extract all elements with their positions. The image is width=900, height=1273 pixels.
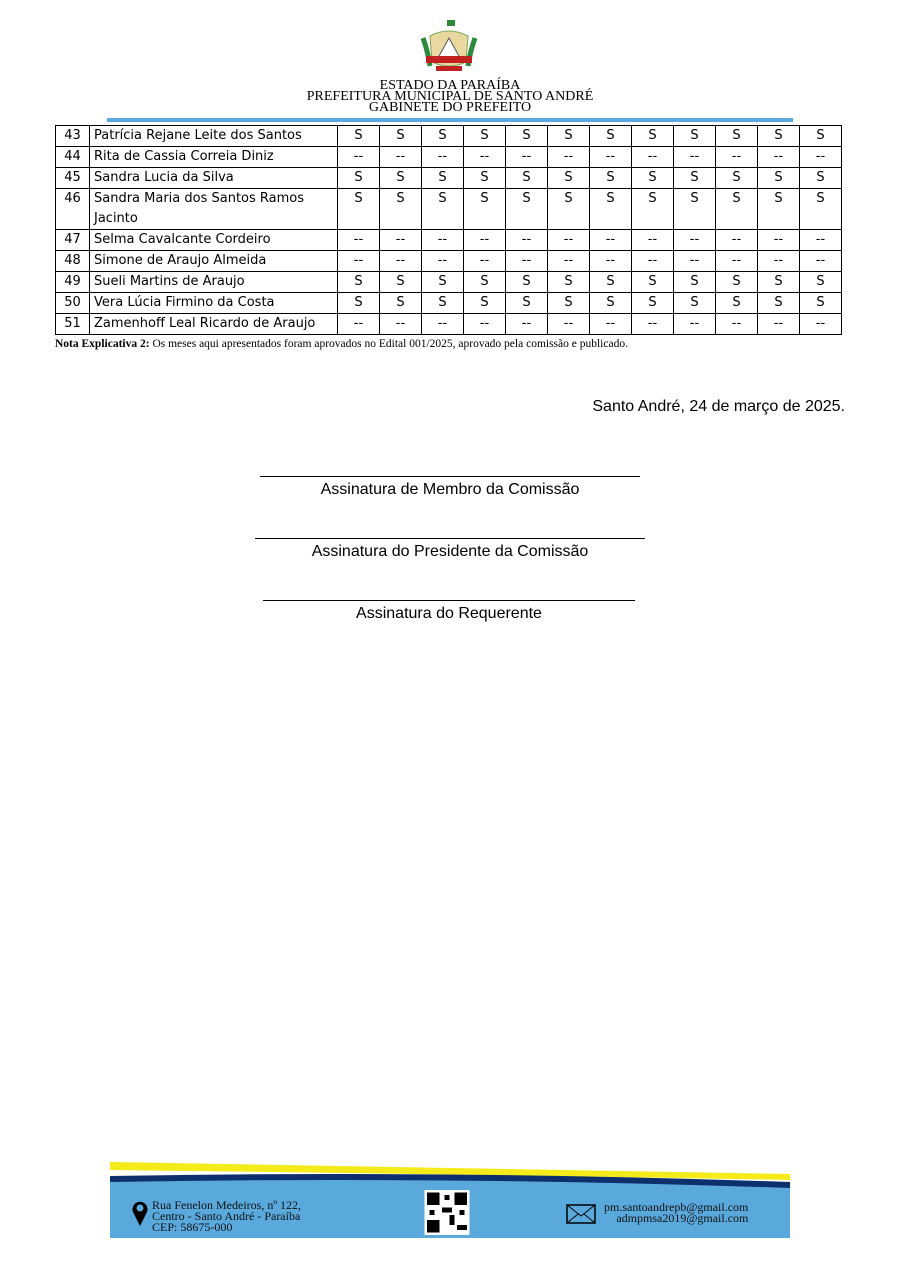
address-line: Centro - Santo André - Paraíba [152, 1209, 301, 1223]
table-row [56, 251, 842, 272]
row-number: 48 [56, 251, 90, 272]
month-status-cell: -- [548, 251, 590, 272]
month-status-cell: -- [800, 251, 842, 272]
month-status-cell: -- [800, 230, 842, 251]
table-row [56, 293, 842, 314]
month-status-cell: S [674, 189, 716, 230]
person-name: Zamenhoff Leal Ricardo de Araujo [90, 314, 338, 335]
month-status-cell: -- [338, 314, 380, 335]
month-status-cell: S [716, 293, 758, 314]
month-status-cell: -- [422, 147, 464, 168]
month-status-cell: -- [464, 314, 506, 335]
month-status-cell: S [422, 168, 464, 189]
header-office: GABINETE DO PREFEITO [368, 100, 532, 115]
person-name: Patrícia Rejane Leite dos Santos [90, 126, 338, 147]
month-status-cell: S [632, 126, 674, 147]
signature-requester: Assinatura do Requerente [263, 600, 635, 623]
month-status-cell: -- [590, 147, 632, 168]
row-number: 51 [56, 314, 90, 335]
month-status-cell: -- [380, 251, 422, 272]
header-divider [107, 118, 793, 122]
footer-emails [604, 1202, 748, 1224]
table-row [56, 314, 842, 335]
month-status-cell: -- [632, 230, 674, 251]
header-prefecture: PREFEITURA MUNICIPAL DE SANTO ANDRÉ [306, 89, 594, 104]
month-status-cell: S [674, 272, 716, 293]
table-row [56, 189, 842, 230]
month-status-cell: S [590, 272, 632, 293]
month-status-cell: S [422, 293, 464, 314]
note-text: Os meses aqui apresentados foram aprovados no Edital 001/2025, aprovado pela comissão e publicado. [149, 338, 628, 350]
month-status-cell: S [464, 126, 506, 147]
row-number: 45 [56, 168, 90, 189]
month-status-cell: S [548, 168, 590, 189]
person-name: Selma Cavalcante Cordeiro [90, 230, 338, 251]
month-status-cell: -- [506, 314, 548, 335]
header-text [0, 80, 900, 113]
month-status-cell: S [674, 168, 716, 189]
month-status-cell: S [380, 272, 422, 293]
table-row [56, 230, 842, 251]
month-status-cell: -- [758, 314, 800, 335]
month-status-cell: S [464, 168, 506, 189]
month-status-cell: -- [380, 147, 422, 168]
month-status-cell: -- [758, 251, 800, 272]
month-status-cell: -- [758, 147, 800, 168]
month-status-cell: S [506, 272, 548, 293]
month-status-cell: -- [548, 314, 590, 335]
month-status-cell: S [716, 168, 758, 189]
month-status-cell: S [380, 168, 422, 189]
month-status-cell: -- [548, 230, 590, 251]
month-status-cell: -- [380, 230, 422, 251]
month-status-cell: -- [674, 147, 716, 168]
month-status-cell: S [716, 272, 758, 293]
month-status-cell: S [632, 293, 674, 314]
month-status-cell: S [506, 126, 548, 147]
month-status-cell: S [338, 189, 380, 230]
email-address: pm.santoandrepb@gmail.com [604, 1200, 749, 1214]
month-status-cell: S [380, 126, 422, 147]
month-status-cell: S [506, 168, 548, 189]
month-status-cell: -- [506, 251, 548, 272]
month-status-cell: -- [716, 230, 758, 251]
person-name: Sueli Martins de Araujo [90, 272, 338, 293]
month-status-cell: S [464, 189, 506, 230]
row-number: 47 [56, 230, 90, 251]
month-status-cell: -- [632, 314, 674, 335]
month-status-cell: S [800, 293, 842, 314]
month-status-cell: S [422, 272, 464, 293]
month-status-cell: S [632, 189, 674, 230]
date-line: Santo André, 24 de março de 2025. [592, 398, 845, 415]
address-line: Rua Fenelon Medeiros, nº 122, [152, 1198, 302, 1212]
qr-code-icon [424, 1190, 470, 1235]
month-status-cell: S [716, 189, 758, 230]
month-status-cell: S [338, 293, 380, 314]
footer-address [152, 1200, 301, 1233]
month-status-cell: S [548, 272, 590, 293]
month-status-cell: S [800, 189, 842, 230]
month-status-cell: S [674, 293, 716, 314]
email-envelope-icon [566, 1204, 596, 1224]
person-name: Rita de Cassia Correia Diniz [90, 147, 338, 168]
person-name: Simone de Araujo Almeida [90, 251, 338, 272]
month-status-cell: S [758, 126, 800, 147]
row-number: 46 [56, 189, 90, 230]
month-status-cell: -- [422, 230, 464, 251]
month-status-cell: S [758, 293, 800, 314]
month-status-cell: S [338, 168, 380, 189]
month-status-cell: S [506, 293, 548, 314]
row-number: 43 [56, 126, 90, 147]
table-row [56, 272, 842, 293]
month-status-cell: S [590, 126, 632, 147]
month-status-cell: -- [716, 314, 758, 335]
address-line: CEP: 58675-000 [152, 1220, 233, 1234]
email-address: admpmsa2019@gmail.com [616, 1211, 749, 1225]
month-status-cell: -- [590, 251, 632, 272]
month-status-cell: -- [716, 251, 758, 272]
table-row [56, 126, 842, 147]
row-number: 49 [56, 272, 90, 293]
month-status-cell: S [674, 126, 716, 147]
footer-banner [110, 1160, 790, 1238]
month-status-cell: -- [464, 230, 506, 251]
month-status-cell: -- [590, 314, 632, 335]
month-status-cell: S [632, 272, 674, 293]
month-status-cell: S [338, 272, 380, 293]
month-status-cell: S [548, 293, 590, 314]
month-status-cell: -- [422, 314, 464, 335]
month-status-cell: S [464, 293, 506, 314]
month-status-cell: S [590, 189, 632, 230]
month-status-cell: -- [380, 314, 422, 335]
month-status-cell: -- [800, 314, 842, 335]
month-status-cell: S [632, 168, 674, 189]
person-name: Vera Lúcia Firmino da Costa [90, 293, 338, 314]
month-status-cell: S [758, 272, 800, 293]
month-status-cell: S [380, 293, 422, 314]
month-status-cell: -- [338, 230, 380, 251]
explanatory-note [55, 338, 628, 350]
month-status-cell: S [800, 272, 842, 293]
signature-president: Assinatura do Presidente da Comissão [255, 538, 645, 561]
month-status-cell: -- [800, 147, 842, 168]
note-label: Nota Explicativa 2: [55, 338, 150, 350]
table-row [56, 168, 842, 189]
months-table [55, 125, 842, 335]
month-status-cell: -- [674, 314, 716, 335]
person-name: Sandra Maria dos Santos Ramos Jacinto [90, 189, 338, 230]
month-status-cell: -- [590, 230, 632, 251]
month-status-cell: S [422, 189, 464, 230]
signature-member: Assinatura de Membro da Comissão [260, 476, 640, 499]
table-row [56, 147, 842, 168]
month-status-cell: -- [338, 147, 380, 168]
month-status-cell: -- [422, 251, 464, 272]
municipal-crest-logo [420, 18, 478, 78]
row-number: 44 [56, 147, 90, 168]
location-pin-icon [132, 1200, 148, 1226]
month-status-cell: -- [674, 251, 716, 272]
row-number: 50 [56, 293, 90, 314]
month-status-cell: S [464, 272, 506, 293]
month-status-cell: -- [632, 251, 674, 272]
month-status-cell: -- [338, 251, 380, 272]
month-status-cell: S [716, 126, 758, 147]
month-status-cell: S [758, 189, 800, 230]
month-status-cell: -- [674, 230, 716, 251]
person-name: Sandra Lucia da Silva [90, 168, 338, 189]
month-status-cell: -- [716, 147, 758, 168]
month-status-cell: S [548, 189, 590, 230]
month-status-cell: -- [632, 147, 674, 168]
month-status-cell: S [590, 293, 632, 314]
month-status-cell: -- [506, 147, 548, 168]
month-status-cell: S [548, 126, 590, 147]
month-status-cell: S [338, 126, 380, 147]
header-state: ESTADO DA PARAÍBA [379, 78, 521, 93]
month-status-cell: S [422, 126, 464, 147]
month-status-cell: -- [464, 147, 506, 168]
month-status-cell: S [800, 168, 842, 189]
month-status-cell: S [380, 189, 422, 230]
month-status-cell: S [590, 168, 632, 189]
month-status-cell: S [800, 126, 842, 147]
month-status-cell: S [506, 189, 548, 230]
month-status-cell: S [758, 168, 800, 189]
month-status-cell: -- [548, 147, 590, 168]
month-status-cell: -- [758, 230, 800, 251]
month-status-cell: -- [506, 230, 548, 251]
month-status-cell: -- [464, 251, 506, 272]
